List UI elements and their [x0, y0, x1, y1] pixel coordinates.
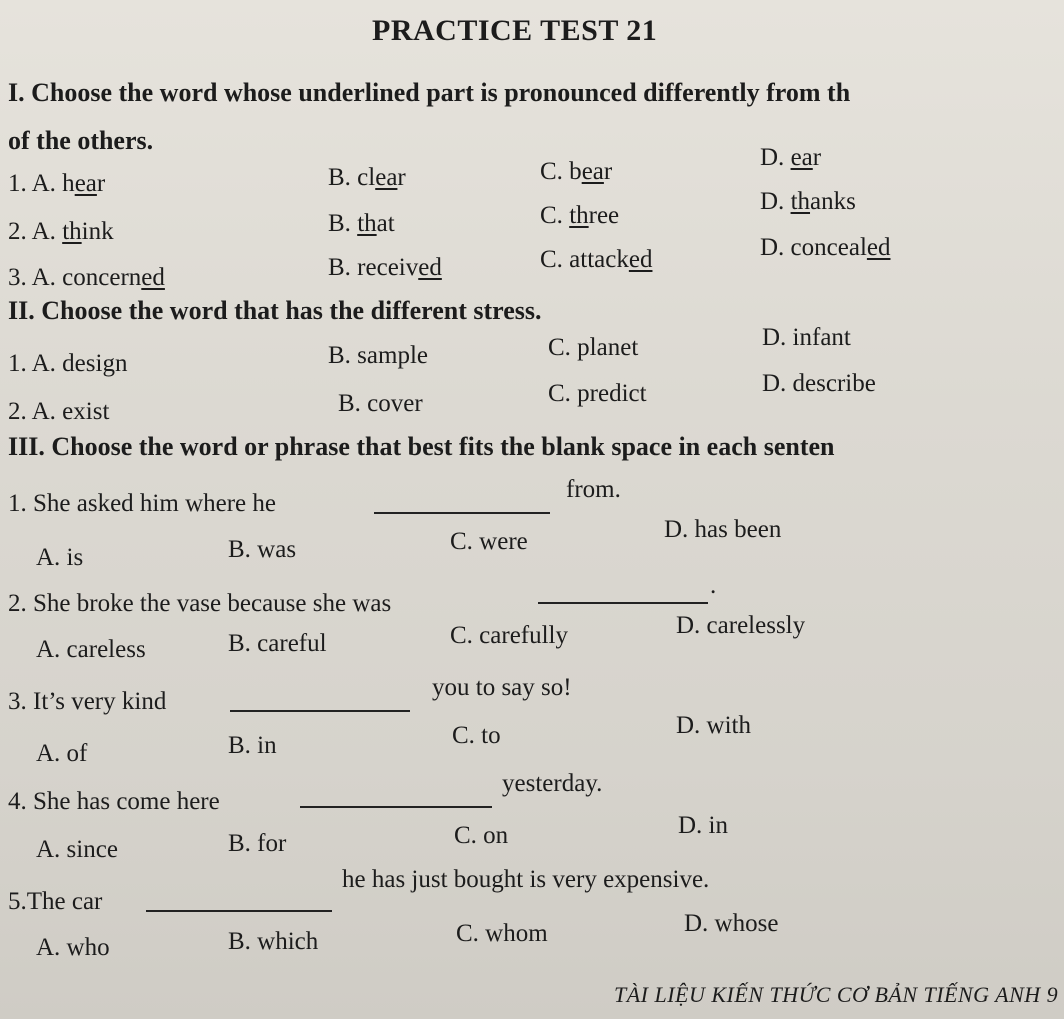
s3-q5-answer-blank	[146, 888, 332, 912]
s3-q5-option-d: D. whose	[684, 910, 779, 937]
s3-q1-option-b: B. was	[228, 536, 297, 563]
s3-q3-stem-end: you to say so!	[432, 674, 572, 701]
s3-q3-answer-blank	[230, 688, 410, 712]
s3-q5-option-a: A. who	[36, 934, 110, 961]
s1-q3-option-b: B. received	[328, 254, 442, 281]
s1-q3-option-a: 3. A. concerned	[8, 264, 165, 291]
footer-text: TÀI LIỆU KIẾN THỨC CƠ BẢN TIẾNG ANH 9	[614, 982, 1059, 1007]
section1-heading-line2: of the others.	[8, 126, 154, 155]
s3-q3-option-d: D. with	[676, 712, 751, 739]
s1-q1-option-a: 1. A. hear	[8, 170, 106, 197]
s2-q2-option-d: D. describe	[762, 370, 876, 397]
s3-q4-stem-end: yesterday.	[502, 770, 603, 797]
section3-heading: III. Choose the word or phrase that best fits the blank space in each senten	[8, 432, 835, 461]
s3-q2-option-a: A. careless	[36, 636, 146, 663]
s3-q5-option-b: B. which	[228, 928, 319, 955]
s3-q2-option-c: C. carefully	[450, 622, 569, 649]
s1-q3-option-c: C. attacked	[540, 246, 653, 273]
s3-q2-option-b: B. careful	[228, 630, 327, 657]
section1-heading-line1: I. Choose the word whose underlined part is pronounced differently from th	[8, 78, 851, 107]
s3-q4-option-d: D. in	[678, 812, 728, 839]
s1-q2-option-b: B. that	[328, 210, 395, 237]
s2-q1-option-c: C. planet	[548, 334, 639, 361]
s1-q2-option-a: 2. A. think	[8, 218, 114, 245]
s1-q1-option-b: B. clear	[328, 164, 406, 191]
s3-q3-stem-start: 3. It’s very kind	[8, 688, 167, 715]
s3-q1-option-a: A. is	[36, 544, 84, 571]
s2-q1-option-d: D. infant	[762, 324, 851, 351]
s1-q2-option-d: D. thanks	[760, 188, 856, 215]
s2-q2-option-a: 2. A. exist	[8, 398, 110, 425]
s3-q5-stem-start: 5.The car	[8, 888, 103, 915]
s1-q3-option-d: D. concealed	[760, 234, 891, 261]
s3-q2-stem-end: .	[710, 572, 717, 599]
s3-q2-option-d: D. carelessly	[676, 612, 806, 639]
s3-q1-option-d: D. has been	[664, 516, 782, 543]
s3-q4-option-a: A. since	[36, 836, 118, 863]
s1-q1-option-d: D. ear	[760, 144, 822, 171]
s3-q2-stem-start: 2. She broke the vase because she was	[8, 590, 392, 617]
s3-q4-stem-start: 4. She has come here	[8, 788, 220, 815]
s2-q1-option-b: B. sample	[328, 342, 428, 369]
s1-q2-option-c: C. three	[540, 202, 620, 229]
s3-q1-stem-end: from.	[566, 476, 621, 503]
s3-q4-answer-blank	[300, 784, 492, 808]
section2-heading: II. Choose the word that has the different stress.	[8, 296, 542, 325]
s3-q1-answer-blank	[374, 490, 550, 514]
s3-q5-option-c: C. whom	[456, 920, 548, 947]
s3-q4-option-b: B. for	[228, 830, 287, 857]
s3-q3-option-a: A. of	[36, 740, 88, 767]
s2-q2-option-c: C. predict	[548, 380, 647, 407]
s3-q2-answer-blank	[538, 580, 708, 604]
s3-q5-stem-end: he has just bought is very expensive.	[342, 866, 710, 893]
s3-q1-option-c: C. were	[450, 528, 528, 555]
s1-q1-option-c: C. bear	[540, 158, 613, 185]
s2-q1-option-a: 1. A. design	[8, 350, 128, 377]
s3-q3-option-b: B. in	[228, 732, 277, 759]
s2-q2-option-b: B. cover	[338, 390, 423, 417]
page-title: PRACTICE TEST 21	[372, 14, 658, 47]
s3-q4-option-c: C. on	[454, 822, 509, 849]
s3-q1-stem-start: 1. She asked him where he	[8, 490, 276, 517]
s3-q3-option-c: C. to	[452, 722, 501, 749]
